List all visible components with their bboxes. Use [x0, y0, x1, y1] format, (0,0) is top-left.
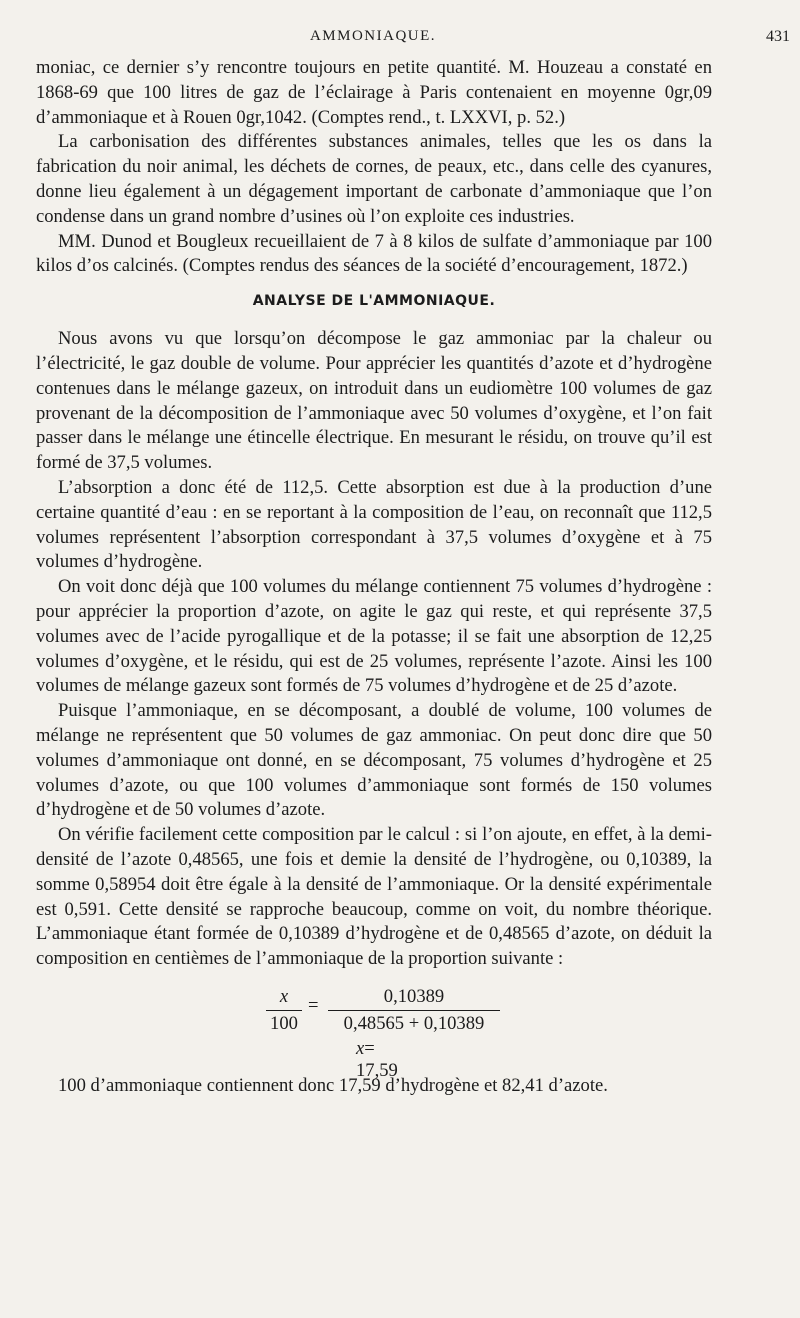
fraction-bar: [266, 1010, 302, 1011]
left-numerator: x: [279, 985, 289, 1007]
proportion-formula: [36, 982, 712, 1081]
paragraph-decomposition: Nous avons vu que lorsqu’on décompose le gaz ammoniac par la chaleur ou l’électricité, le gaz double de volume. Pour apprécier les quantités d’azote et d’hydrogène contenues dans le mélange gazeux, on introduit dans un eudiomètre 100 volumes de gaz provenant de la décomposition de l’ammoniaque avec 50 volumes d’oxygène, et l’on fait passer dans le mélange une étincelle électrique. En mesurant le résidu, on trouve qu’il est formé de 37,5 volumes.: [36, 328, 712, 474]
paragraph-continuation: moniac, ce dernier s’y rencontre toujours en petite quantité. M. Houzeau a constaté en 1868-69 que 100 litres de gaz de l’éclairage à Paris contenaient en moyenne 0gr,09 d’ammoniaque et à Rouen 0gr,1042. (Comptes rend., t. LXXVI, p. 52.): [36, 57, 712, 128]
page-number: 431: [766, 28, 790, 45]
running-header: [36, 28, 790, 52]
paragraph-absorption: L’absorption a donc été de 112,5. Cette absorption est due à la production d’une certaine quantité d’eau : en se reportant à la composition de l’eau, on reconnaît que 112,5 volumes représentent l’absorption correspondant à 37,5 volumes d’oxygène et à 75 volumes d’hydrogène.: [36, 476, 712, 573]
section-heading: ANALYSE DE L'AMMONIAQUE.: [252, 293, 496, 310]
right-numerator: 0,10389: [383, 985, 445, 1007]
paragraph-dunod-bougleux: MM. Dunod et Bougleux recueillaient de 7 à 8 kilos de sulfate d’ammoniaque par 100 kilos d’os calcinés. (Comptes rendus des séances de la société d’encouragement, 1872.): [36, 230, 712, 277]
right-denominator: 0,48565 + 0,10389: [343, 1012, 485, 1034]
left-denominator: 100: [270, 1012, 298, 1034]
left-fraction: [266, 986, 302, 1035]
conclusion-line: 100 d’ammoniaque contiennent donc 17,59 d’hydrogène et 82,41 d’azote.: [58, 1074, 608, 1096]
paragraph-carbonisation: La carbonisation des différentes substances animales, telles que les os dans la fabrication du noir animal, les déchets de cornes, de peaux, etc., dans celle des cyanures, donne lieu également à un dégagement important de carbonate d’ammoniaque que l’on condense dans un grand nombre d’usines où l’on exploite ces industries.: [36, 131, 712, 227]
equals-sign: =: [308, 994, 319, 1016]
formula-result: [356, 1038, 398, 1082]
paragraph-proportion: On voit donc déjà que 100 volumes du mélange contiennent 75 volumes d’hydrogène : pour apprécier la proportion d’azote, on agite le gaz qui reste, et qui représente 37,5 volumes avec de l’acide pyrogallique et de la potasse; il se fait une absorption de 12,25 volumes d’oxygène, et le résidu, qui est de 25 volumes, représente l’azote. Ainsi les 100 volumes de mélange gazeux sont formés de 75 volumes d’hydrogène et de 25 d’azote.: [36, 576, 712, 697]
paragraph-verification: On vérifie facilement cette composition par le calcul : si l’on ajoute, en effet, à la demi-densité de l’azote 0,48565, une fois et demie la densité de l’hydrogène, ou 0,10389, la somme 0,58954 doit être égale à la densité de l’ammoniaque. Or la densité expérimentale est 0,591. Cette densité se rapproche beaucoup, comme on voit, du nombre théorique. L’ammoniaque étant formée de 0,10389 d’hydrogène et de 0,48565 d’azote, on déduit la composition en centièmes de l’ammoniaque de la proportion suivante :: [36, 824, 712, 970]
fraction-bar: [328, 1010, 500, 1011]
right-fraction: [328, 986, 500, 1035]
result-variable: x: [356, 1037, 365, 1059]
main-text: [36, 56, 712, 1099]
paragraph-doubling: Puisque l’ammoniaque, en se décomposant, a doublé de volume, 100 volumes de mélange ne représentent que 50 volumes de gaz ammoniac. On peut donc dire que 50 volumes d’ammoniaque ont donné, en se décomposant, 75 volumes d’hydrogène et 25 volumes d’azote, ou que 100 volumes d’ammoniaque sont formés de 150 volumes d’hydrogène et de 50 volumes d’azote.: [36, 700, 712, 821]
result-value: = 17,59: [356, 1037, 398, 1081]
running-title: AMMONIAQUE.: [309, 28, 437, 44]
